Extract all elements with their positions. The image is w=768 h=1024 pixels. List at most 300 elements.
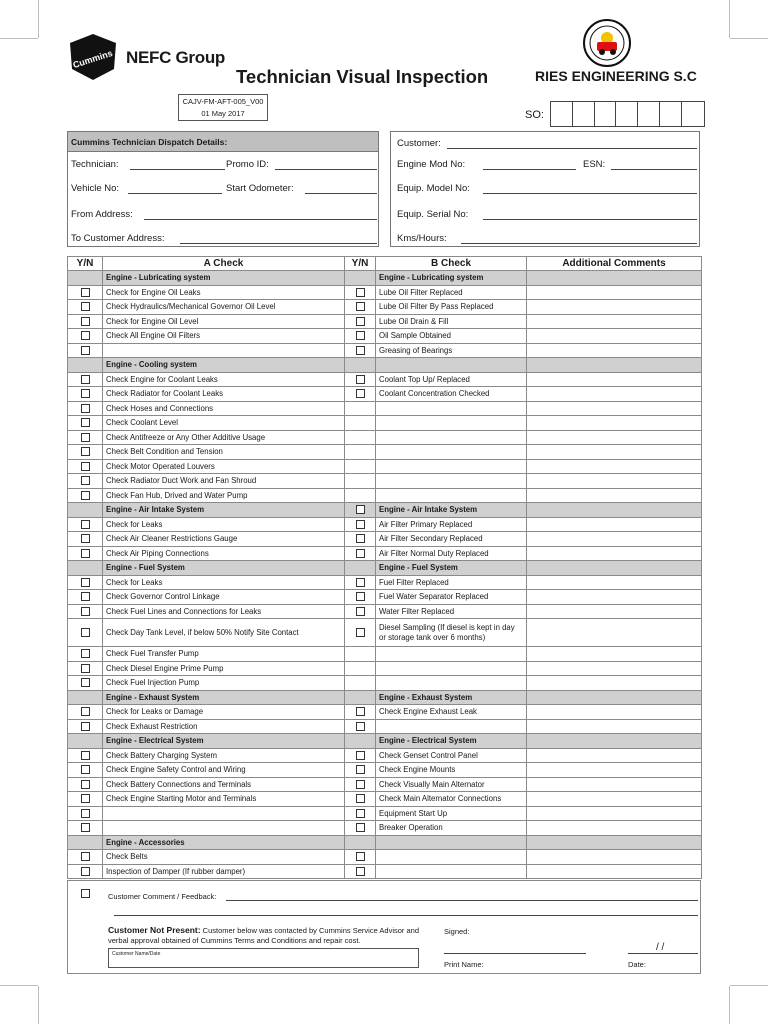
b-check-item: Equipment Start Up: [376, 806, 527, 821]
table-row: [68, 488, 702, 503]
crop-mark: [730, 38, 768, 39]
a-check-item: Check Fuel Injection Pump: [103, 676, 345, 691]
yn-cell: [68, 314, 103, 329]
yn-cell: [68, 503, 103, 518]
a-check-checkbox[interactable]: [81, 852, 90, 861]
yn-cell: [345, 546, 376, 561]
a-check-item: Check Diesel Engine Prime Pump: [103, 661, 345, 676]
a-check-checkbox[interactable]: [81, 534, 90, 543]
crop-mark: [730, 985, 768, 986]
column-header: A Check: [103, 257, 345, 271]
b-check-checkbox[interactable]: [356, 794, 365, 803]
a-check-item: Check Coolant Level: [103, 416, 345, 431]
customer-field[interactable]: [447, 148, 697, 149]
table-row: [68, 590, 702, 605]
a-check-checkbox[interactable]: [81, 578, 90, 587]
a-check-checkbox[interactable]: [81, 751, 90, 760]
additional-comments-cell[interactable]: [527, 546, 702, 561]
a-section-title: Engine - Electrical System: [103, 734, 345, 749]
b-check-checkbox[interactable]: [356, 288, 365, 297]
a-check-checkbox[interactable]: [81, 476, 90, 485]
yn-cell: [345, 372, 376, 387]
table-row: [68, 445, 702, 460]
print-name-label: Print Name:: [444, 960, 484, 969]
a-check-checkbox[interactable]: [81, 628, 90, 637]
b-check-checkbox[interactable]: [356, 809, 365, 818]
b-check-item: [376, 445, 527, 460]
a-check-checkbox[interactable]: [81, 520, 90, 529]
b-check-item: [376, 676, 527, 691]
b-check-item: Water Filter Replaced: [376, 604, 527, 619]
additional-comments-cell[interactable]: [527, 358, 702, 373]
a-check-checkbox[interactable]: [81, 346, 90, 355]
yn-cell: [345, 474, 376, 489]
b-check-checkbox[interactable]: [356, 707, 365, 716]
b-check-item: Air Filter Primary Replaced: [376, 517, 527, 532]
yn-cell: [68, 806, 103, 821]
a-check-checkbox[interactable]: [81, 447, 90, 456]
b-check-checkbox[interactable]: [356, 549, 365, 558]
b-check-item: [376, 647, 527, 662]
additional-comments-cell[interactable]: [527, 821, 702, 836]
additional-comments-cell[interactable]: [527, 445, 702, 460]
a-check-checkbox[interactable]: [81, 809, 90, 818]
yn-cell: [345, 604, 376, 619]
table-row: [68, 343, 702, 358]
b-check-checkbox[interactable]: [356, 852, 365, 861]
yn-cell: [345, 300, 376, 315]
yn-cell: [68, 343, 103, 358]
cummins-logo: [68, 33, 118, 81]
additional-comments-cell[interactable]: [527, 532, 702, 547]
b-check-checkbox[interactable]: [356, 628, 365, 637]
a-check-item: Check Radiator Duct Work and Fan Shroud: [103, 474, 345, 489]
page-title: Technician Visual Inspection: [236, 66, 489, 87]
yn-cell: [345, 719, 376, 734]
a-check-checkbox[interactable]: [81, 765, 90, 774]
b-check-item: [376, 864, 527, 879]
to-customer-address-label: To Customer Address:: [71, 233, 165, 244]
esn-field[interactable]: [611, 169, 697, 170]
table-row: [68, 546, 702, 561]
yn-cell: [345, 821, 376, 836]
yn-cell: [68, 546, 103, 561]
yn-cell: [345, 748, 376, 763]
additional-comments-cell[interactable]: [527, 748, 702, 763]
yn-cell: [68, 474, 103, 489]
b-check-item: [376, 474, 527, 489]
table-row: [68, 821, 702, 836]
from-address-field[interactable]: [144, 219, 377, 220]
b-check-item: [376, 401, 527, 416]
table-row: [68, 314, 702, 329]
b-section-title: Engine - Fuel System: [376, 561, 527, 576]
b-check-item: Diesel Sampling (If diesel is kept in day or storage tank over 6 months): [376, 619, 527, 647]
b-check-checkbox[interactable]: [356, 302, 365, 311]
a-check-item: Check Fuel Transfer Pump: [103, 647, 345, 662]
yn-cell: [68, 835, 103, 850]
table-row: [68, 532, 702, 547]
yn-cell: [345, 532, 376, 547]
additional-comments-cell[interactable]: [527, 517, 702, 532]
a-check-checkbox[interactable]: [81, 794, 90, 803]
customer-comment-field[interactable]: [226, 900, 698, 901]
yn-cell: [345, 488, 376, 503]
a-check-item: Inspection of Damper (If rubber damper): [103, 864, 345, 879]
yn-cell: [345, 445, 376, 460]
table-row: [68, 474, 702, 489]
table-row: [68, 806, 702, 821]
additional-comments-cell[interactable]: [527, 835, 702, 850]
b-check-checkbox[interactable]: [356, 722, 365, 731]
yn-cell: [68, 734, 103, 749]
date-field[interactable]: [628, 953, 698, 954]
a-check-checkbox[interactable]: [81, 678, 90, 687]
additional-comments-cell[interactable]: [527, 719, 702, 734]
additional-comments-cell[interactable]: [527, 806, 702, 821]
equip-serial-no-field[interactable]: [483, 219, 697, 220]
b-check-checkbox[interactable]: [356, 592, 365, 601]
additional-comments-cell[interactable]: [527, 676, 702, 691]
from-address-label: From Address:: [71, 209, 133, 220]
additional-comments-cell[interactable]: [527, 314, 702, 329]
yn-cell: [345, 806, 376, 821]
customer-label: Customer:: [397, 138, 441, 149]
document-reference: [178, 94, 268, 121]
table-row: [68, 705, 702, 720]
table-row: [68, 430, 702, 445]
not-present-title: Customer Not Present:: [108, 925, 201, 935]
crop-mark: [729, 0, 730, 38]
a-section-title: Engine - Fuel System: [103, 561, 345, 576]
yn-cell: [345, 271, 376, 286]
a-check-item: [103, 821, 345, 836]
additional-comments-cell[interactable]: [527, 690, 702, 705]
b-check-item: [376, 416, 527, 431]
so-number-boxes[interactable]: [550, 101, 705, 127]
yn-cell: [68, 271, 103, 286]
additional-comments-cell[interactable]: [527, 416, 702, 431]
yn-cell: [345, 575, 376, 590]
a-check-checkbox[interactable]: [81, 418, 90, 427]
a-check-item: Check Antifreeze or Any Other Additive Usage: [103, 430, 345, 445]
b-check-item: Check Engine Mounts: [376, 763, 527, 778]
b-check-checkbox[interactable]: [356, 346, 365, 355]
doc-code: CAJV-FM-AFT-005_V00: [182, 97, 264, 106]
a-check-item: Check Governor Control Linkage: [103, 590, 345, 605]
b-check-item: Lube Oil Filter By Pass Replaced: [376, 300, 527, 315]
b-check-item: Check Engine Exhaust Leak: [376, 705, 527, 720]
a-check-checkbox[interactable]: [81, 462, 90, 471]
a-check-checkbox[interactable]: [81, 722, 90, 731]
section-row: [68, 561, 702, 576]
additional-comments-cell[interactable]: [527, 300, 702, 315]
table-row: [68, 619, 702, 647]
b-check-checkbox[interactable]: [356, 317, 365, 326]
technician-field[interactable]: [130, 169, 225, 170]
crop-mark: [38, 986, 39, 1024]
additional-comments-cell[interactable]: [527, 488, 702, 503]
yn-cell: [345, 517, 376, 532]
a-check-checkbox[interactable]: [81, 649, 90, 658]
dispatch-details-panel: [67, 131, 379, 247]
a-check-checkbox[interactable]: [81, 823, 90, 832]
table-row: [68, 676, 702, 691]
kms-hours-field[interactable]: [461, 243, 697, 244]
yn-cell: [68, 561, 103, 576]
b-check-item: Coolant Top Up/ Replaced: [376, 372, 527, 387]
additional-comments-cell[interactable]: [527, 271, 702, 286]
a-check-checkbox[interactable]: [81, 288, 90, 297]
column-header: Additional Comments: [527, 257, 702, 271]
b-check-checkbox[interactable]: [356, 389, 365, 398]
yn-cell: [345, 676, 376, 691]
yn-cell: [345, 503, 376, 518]
brand-name: NEFC Group: [126, 48, 225, 67]
b-check-item: Check Genset Control Panel: [376, 748, 527, 763]
a-check-checkbox[interactable]: [81, 331, 90, 340]
a-check-item: Check Fuel Lines and Connections for Leaks: [103, 604, 345, 619]
technician-label: Technician:: [71, 159, 119, 170]
table-row: [68, 763, 702, 778]
additional-comments-cell[interactable]: [527, 387, 702, 402]
yn-cell: [68, 517, 103, 532]
b-check-checkbox[interactable]: [356, 780, 365, 789]
date-label: Date:: [628, 960, 646, 969]
signed-label: Signed:: [444, 927, 470, 936]
b-section-title: Engine - Air Intake System: [376, 503, 527, 518]
a-check-item: Check Engine for Coolant Leaks: [103, 372, 345, 387]
signed-field[interactable]: [444, 953, 586, 954]
a-check-checkbox[interactable]: [81, 491, 90, 500]
b-section-title: [376, 835, 527, 850]
yn-cell: [68, 647, 103, 662]
b-check-item: Fuel Filter Replaced: [376, 575, 527, 590]
b-check-checkbox[interactable]: [356, 505, 365, 514]
a-check-item: Check Hoses and Connections: [103, 401, 345, 416]
table-row: [68, 777, 702, 792]
yn-cell: [68, 792, 103, 807]
yn-cell: [68, 590, 103, 605]
yn-cell: [68, 821, 103, 836]
customer-name-date-box[interactable]: [108, 948, 419, 968]
yn-cell: [68, 763, 103, 778]
a-section-title: Engine - Cooling system: [103, 358, 345, 373]
yn-cell: [345, 777, 376, 792]
additional-comments-cell[interactable]: [527, 329, 702, 344]
vehicle-no-field[interactable]: [128, 193, 222, 194]
a-check-checkbox[interactable]: [81, 317, 90, 326]
yn-cell: [68, 661, 103, 676]
a-check-item: Check Air Cleaner Restrictions Gauge: [103, 532, 345, 547]
a-check-item: Check Fan Hub, Drived and Water Pump: [103, 488, 345, 503]
yn-cell: [345, 792, 376, 807]
to-customer-address-field[interactable]: [180, 243, 377, 244]
additional-comments-cell[interactable]: [527, 734, 702, 749]
additional-comments-cell[interactable]: [527, 285, 702, 300]
table-row: [68, 661, 702, 676]
yn-cell: [68, 748, 103, 763]
column-header: Y/N: [68, 257, 103, 271]
table-row: [68, 416, 702, 431]
yn-cell: [68, 532, 103, 547]
additional-comments-cell[interactable]: [527, 661, 702, 676]
table-row: [68, 300, 702, 315]
promo-id-field[interactable]: [275, 169, 377, 170]
additional-comments-cell[interactable]: [527, 590, 702, 605]
b-check-item: Air Filter Secondary Replaced: [376, 532, 527, 547]
section-row: [68, 271, 702, 286]
additional-comments-cell[interactable]: [527, 705, 702, 720]
equip-model-no-label: Equip. Model No:: [397, 183, 470, 194]
engine-mod-no-label: Engine Mod No:: [397, 159, 466, 170]
b-check-item: Air Filter Normal Duty Replaced: [376, 546, 527, 561]
a-check-checkbox[interactable]: [81, 780, 90, 789]
table-row: [68, 719, 702, 734]
yn-cell: [345, 835, 376, 850]
additional-comments-cell[interactable]: [527, 619, 702, 647]
customer-feedback-section: [67, 880, 701, 974]
additional-comments-cell[interactable]: [527, 850, 702, 865]
b-check-item: [376, 719, 527, 734]
yn-cell: [345, 647, 376, 662]
start-odometer-field[interactable]: [305, 193, 377, 194]
yn-cell: [345, 590, 376, 605]
yn-cell: [345, 401, 376, 416]
yn-cell: [345, 690, 376, 705]
a-check-checkbox[interactable]: [81, 867, 90, 876]
b-check-checkbox[interactable]: [356, 375, 365, 384]
b-check-checkbox[interactable]: [356, 578, 365, 587]
customer-comment-field-2[interactable]: [114, 915, 698, 916]
additional-comments-cell[interactable]: [527, 647, 702, 662]
a-check-item: [103, 343, 345, 358]
yn-cell: [68, 850, 103, 865]
yn-cell: [68, 488, 103, 503]
a-check-item: Check Exhaust Restriction: [103, 719, 345, 734]
column-header: B Check: [376, 257, 527, 271]
yn-cell: [68, 575, 103, 590]
a-check-item: Check Battery Connections and Terminals: [103, 777, 345, 792]
yn-cell: [68, 416, 103, 431]
equip-model-no-field[interactable]: [483, 193, 697, 194]
b-section-title: Engine - Exhaust System: [376, 690, 527, 705]
a-check-item: Check Battery Charging System: [103, 748, 345, 763]
additional-comments-cell[interactable]: [527, 575, 702, 590]
customer-comment-label: Customer Comment / Feedback:: [108, 892, 217, 901]
b-check-item: [376, 850, 527, 865]
yn-cell: [345, 734, 376, 749]
a-check-item: Check Air Piping Connections: [103, 546, 345, 561]
b-check-item: Coolant Concentration Checked: [376, 387, 527, 402]
feedback-checkbox[interactable]: [81, 889, 90, 898]
additional-comments-cell[interactable]: [527, 864, 702, 879]
additional-comments-cell[interactable]: [527, 372, 702, 387]
additional-comments-cell[interactable]: [527, 792, 702, 807]
b-check-item: Oil Sample Obtained: [376, 329, 527, 344]
kms-hours-label: Kms/Hours:: [397, 233, 447, 244]
a-check-checkbox[interactable]: [81, 389, 90, 398]
yn-cell: [345, 343, 376, 358]
a-check-checkbox[interactable]: [81, 404, 90, 413]
inspection-table: [67, 256, 702, 879]
a-check-checkbox[interactable]: [81, 707, 90, 716]
table-row: [68, 372, 702, 387]
b-check-item: Lube Oil Drain & Fill: [376, 314, 527, 329]
b-check-checkbox[interactable]: [356, 765, 365, 774]
column-header: Y/N: [345, 257, 376, 271]
yn-cell: [345, 661, 376, 676]
additional-comments-cell[interactable]: [527, 763, 702, 778]
yn-cell: [345, 763, 376, 778]
a-check-checkbox[interactable]: [81, 549, 90, 558]
a-check-item: [103, 806, 345, 821]
additional-comments-cell[interactable]: [527, 430, 702, 445]
a-check-checkbox[interactable]: [81, 302, 90, 311]
yn-cell: [68, 387, 103, 402]
dispatch-heading: Cummins Technician Dispatch Details:: [68, 132, 378, 152]
additional-comments-cell[interactable]: [527, 401, 702, 416]
engine-mod-no-field[interactable]: [483, 169, 576, 170]
yn-cell: [345, 561, 376, 576]
yn-cell: [345, 314, 376, 329]
additional-comments-cell[interactable]: [527, 459, 702, 474]
yn-cell: [345, 619, 376, 647]
company-name: RIES ENGINEERING S.C: [535, 68, 697, 84]
a-check-item: Check for Engine Oil Leaks: [103, 285, 345, 300]
b-check-checkbox[interactable]: [356, 751, 365, 760]
additional-comments-cell[interactable]: [527, 343, 702, 358]
additional-comments-cell[interactable]: [527, 474, 702, 489]
section-row: [68, 503, 702, 518]
crop-mark: [0, 985, 38, 986]
customer-details-panel: [390, 131, 700, 247]
b-check-item: [376, 488, 527, 503]
yn-cell: [345, 430, 376, 445]
customer-name-date-label: Customer Name/Date: [112, 951, 161, 957]
a-check-checkbox[interactable]: [81, 433, 90, 442]
yn-cell: [345, 864, 376, 879]
additional-comments-cell[interactable]: [527, 503, 702, 518]
table-row: [68, 748, 702, 763]
a-check-checkbox[interactable]: [81, 664, 90, 673]
a-check-checkbox[interactable]: [81, 375, 90, 384]
b-check-checkbox[interactable]: [356, 534, 365, 543]
yn-cell: [345, 329, 376, 344]
table-row: [68, 792, 702, 807]
a-check-item: Check for Engine Oil Level: [103, 314, 345, 329]
a-check-item: Check for Leaks: [103, 575, 345, 590]
b-check-checkbox[interactable]: [356, 331, 365, 340]
b-check-checkbox[interactable]: [356, 823, 365, 832]
a-check-checkbox[interactable]: [81, 607, 90, 616]
yn-cell: [345, 850, 376, 865]
additional-comments-cell[interactable]: [527, 604, 702, 619]
a-check-item: Check Engine Starting Motor and Terminals: [103, 792, 345, 807]
yn-cell: [68, 372, 103, 387]
b-check-checkbox[interactable]: [356, 520, 365, 529]
b-check-checkbox[interactable]: [356, 607, 365, 616]
customer-not-present-note: [108, 925, 428, 946]
b-check-checkbox[interactable]: [356, 867, 365, 876]
additional-comments-cell[interactable]: [527, 777, 702, 792]
so-label: SO:: [525, 109, 544, 121]
a-check-checkbox[interactable]: [81, 592, 90, 601]
a-section-title: Engine - Accessories: [103, 835, 345, 850]
additional-comments-cell[interactable]: [527, 561, 702, 576]
start-odometer-label: Start Odometer:: [226, 183, 294, 194]
yn-cell: [68, 705, 103, 720]
